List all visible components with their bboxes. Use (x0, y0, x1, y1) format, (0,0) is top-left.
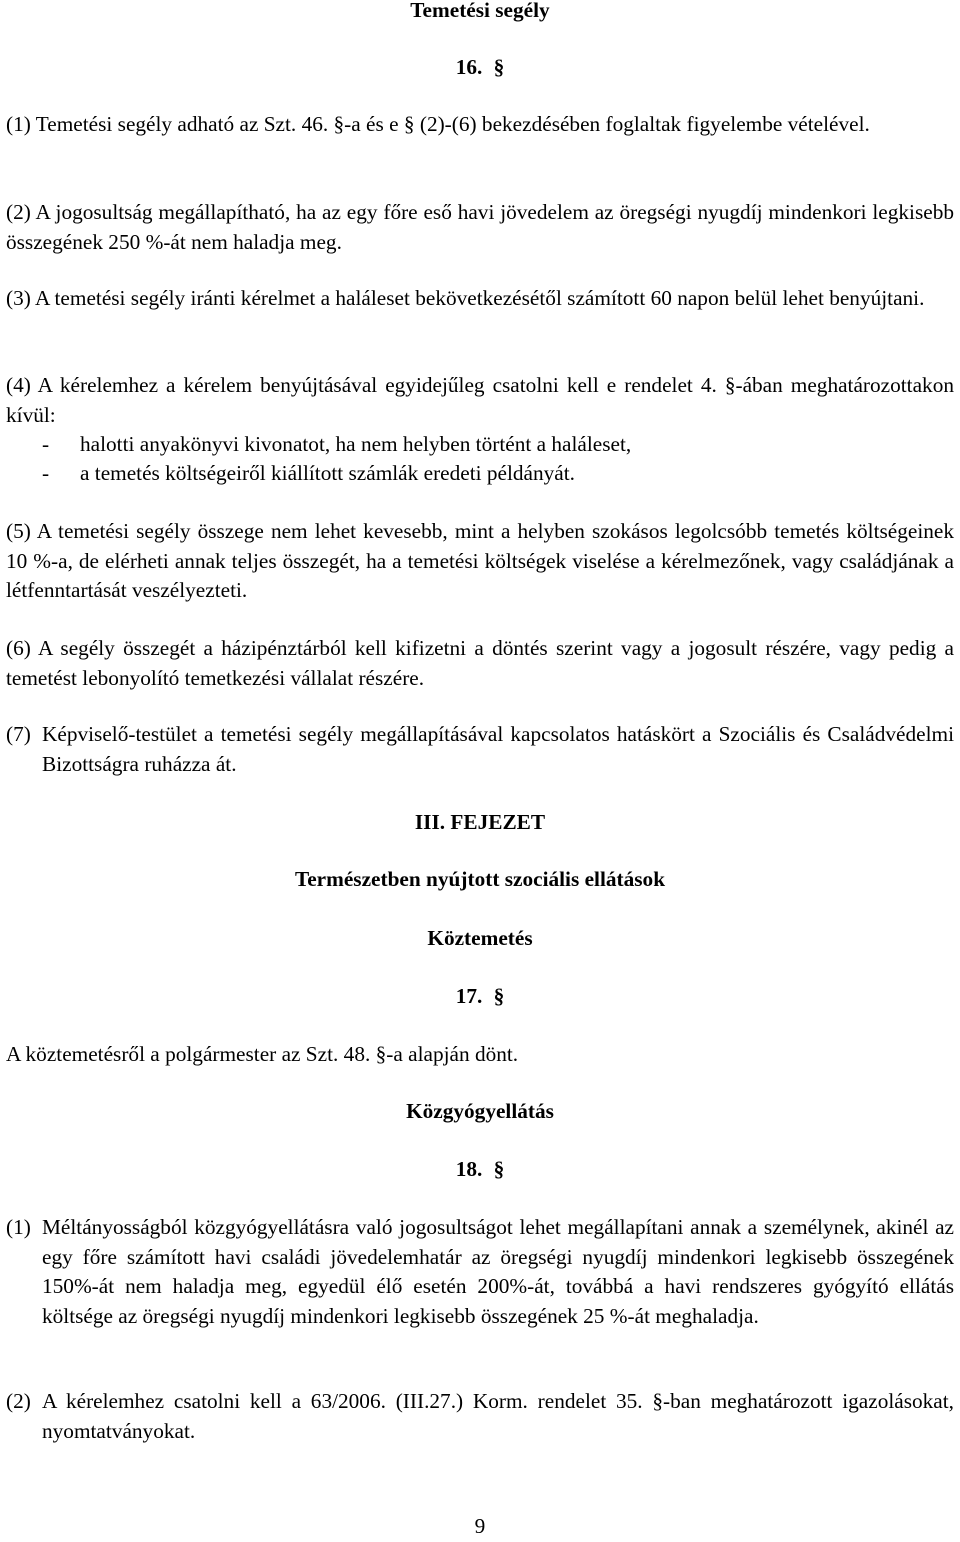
paragraph-16-5: (5) A temetési segély összege nem lehet kevesebb, mint a helyben szokásos legolcsóbb temetés költségeinek 10 %-a, de elérheti annak teljes összegét, ha a temetési költségek viselése a kérelmezőnek, vagy családjának a létfenntartását veszélyezteti. (6, 519, 954, 602)
section-17-heading: 17. § (455, 984, 505, 1008)
paragraph-text: Méltányosságból közgyógyellátásra való jogosultságot lehet megállapítani annak a személynek, akinél az egy főre számított havi családi jövedelemhatár az öregségi nyugdíj mindenkori legkisebb összegének 150%-át nem haladja meg, egyedül élő esetén 200%-át, továbbá a havi rendszeres gyógyító ellátás költsége az öregségi nyugdíj mindenkori legkisebb összegének 25 %-át meghaladja. (42, 1215, 954, 1328)
paragraph-18-2 (6, 1387, 954, 1446)
paragraph-label: (2) (6, 1389, 31, 1413)
chapter-number: III. FEJEZET (414, 810, 546, 834)
section-16-heading: 16. § (455, 55, 505, 79)
list-dash: - (42, 432, 50, 456)
section-title: Temetési segély (410, 0, 550, 22)
paragraph-16-2: (2) A jogosultság megállapítható, ha az egy főre eső havi jövedelem az öregségi nyugdíj mindenkori legkisebb összegének 250 %-át nem haladja meg. (6, 200, 954, 254)
chapter-title: Természetben nyújtott szociális ellátások (294, 867, 666, 891)
section-18-heading: 18. § (455, 1157, 505, 1181)
list-item-text: halotti anyakönyvi kivonatot, ha nem helyben történt a haláleset, (80, 432, 632, 456)
paragraph-16-1: (1) Temetési segély adható az Szt. 46. §-a és e § (2)-(6) bekezdésében foglaltak figyelembe vételével. (6, 112, 870, 136)
paragraph-16-4: (4) A kérelemhez a kérelem benyújtásával egyidejűleg csatolni kell e rendelet 4. §-ában meghatározottakon kívül: (6, 373, 954, 427)
paragraph-label: (7) (6, 722, 31, 746)
paragraph-17: A köztemetésről a polgármester az Szt. 48. §-a alapján dönt. (6, 1042, 519, 1066)
list-dash: - (42, 461, 50, 485)
paragraph-16-3: (3) A temetési segély iránti kérelmet a haláleset bekövetkezésétől számított 60 napon belül lehet benyújtani. (6, 286, 925, 310)
section-17-subtitle: Köztemetés (427, 926, 533, 950)
list-item-text: a temetés költségeiről kiállított számlák eredeti példányát. (80, 461, 575, 485)
paragraph-text: Képviselő-testület a temetési segély megállapításával kapcsolatos hatáskört a Szociális és Családvédelmi Bizottságra ruházza át. (42, 722, 954, 776)
paragraph-16-6: (6) A segély összegét a házipénztárból kell kifizetni a döntés szerint vagy a jogosult részére, vagy pedig a temetést lebonyolító temetkezési vállalat részére. (6, 636, 954, 690)
paragraph-label: (1) (6, 1215, 31, 1239)
page-number: 9 (474, 1514, 486, 1538)
paragraph-16-7 (6, 720, 954, 779)
section-18-subtitle: Közgyógyellátás (406, 1099, 554, 1123)
paragraph-text: A kérelemhez csatolni kell a 63/2006. (III.27.) Korm. rendelet 35. §-ban meghatározott igazolásokat, nyomtatványokat. (42, 1389, 954, 1443)
paragraph-18-1 (6, 1213, 954, 1331)
